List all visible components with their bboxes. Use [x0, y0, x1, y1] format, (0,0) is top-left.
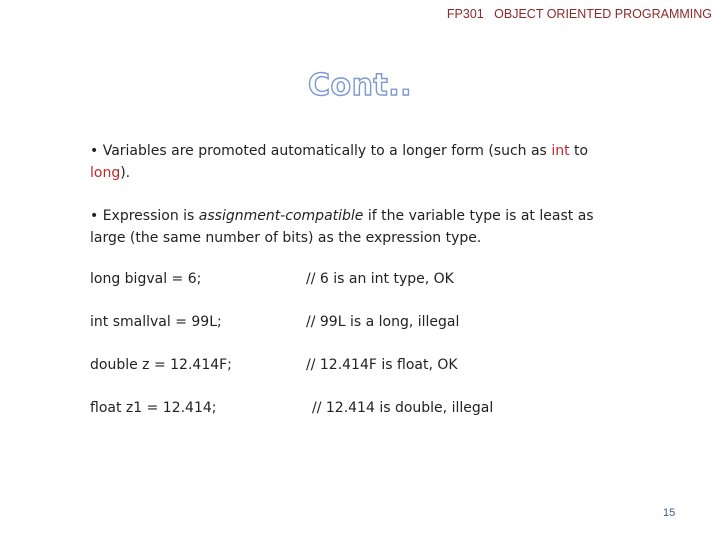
code-comment: // 99L is a long, illegal: [306, 314, 460, 330]
keyword-long: long: [90, 165, 121, 181]
bullet-text: if the variable type is at least as large (the same number of bits) as the expression type.: [90, 208, 594, 246]
example-row: [90, 357, 690, 379]
code-statement: int smallval = 99L;: [90, 314, 222, 330]
code-statement: double z = 12.414F;: [90, 357, 232, 373]
course-header: FP301 OBJECT ORIENTED PROGRAMMING: [446, 7, 712, 21]
slide-title: Cont..: [307, 68, 413, 103]
code-comment: // 6 is an int type, OK: [306, 271, 454, 287]
code-statement: long bigval = 6;: [90, 271, 202, 287]
code-comment: // 12.414 is double, illegal: [312, 400, 494, 416]
bullet-promotion: [90, 140, 630, 184]
bullet-text: Variables are promoted automatically to a longer form (such as: [98, 143, 552, 159]
page-number: 15: [663, 507, 676, 519]
code-comment: // 12.414F is float, OK: [306, 357, 458, 373]
example-row: [90, 271, 690, 293]
bullet-text: to: [569, 143, 589, 159]
example-row: [90, 400, 690, 422]
bullet-text: Expression is: [98, 208, 199, 224]
keyword-int: int: [551, 143, 570, 159]
emphasis-term: assignment-compatible: [198, 208, 364, 224]
bullet-marker: •: [90, 143, 99, 159]
example-row: [90, 314, 690, 336]
bullet-text: ).: [120, 165, 131, 181]
code-statement: float z1 = 12.414;: [90, 400, 217, 416]
bullet-marker: •: [90, 208, 99, 224]
bullet-assignment: [90, 205, 630, 249]
